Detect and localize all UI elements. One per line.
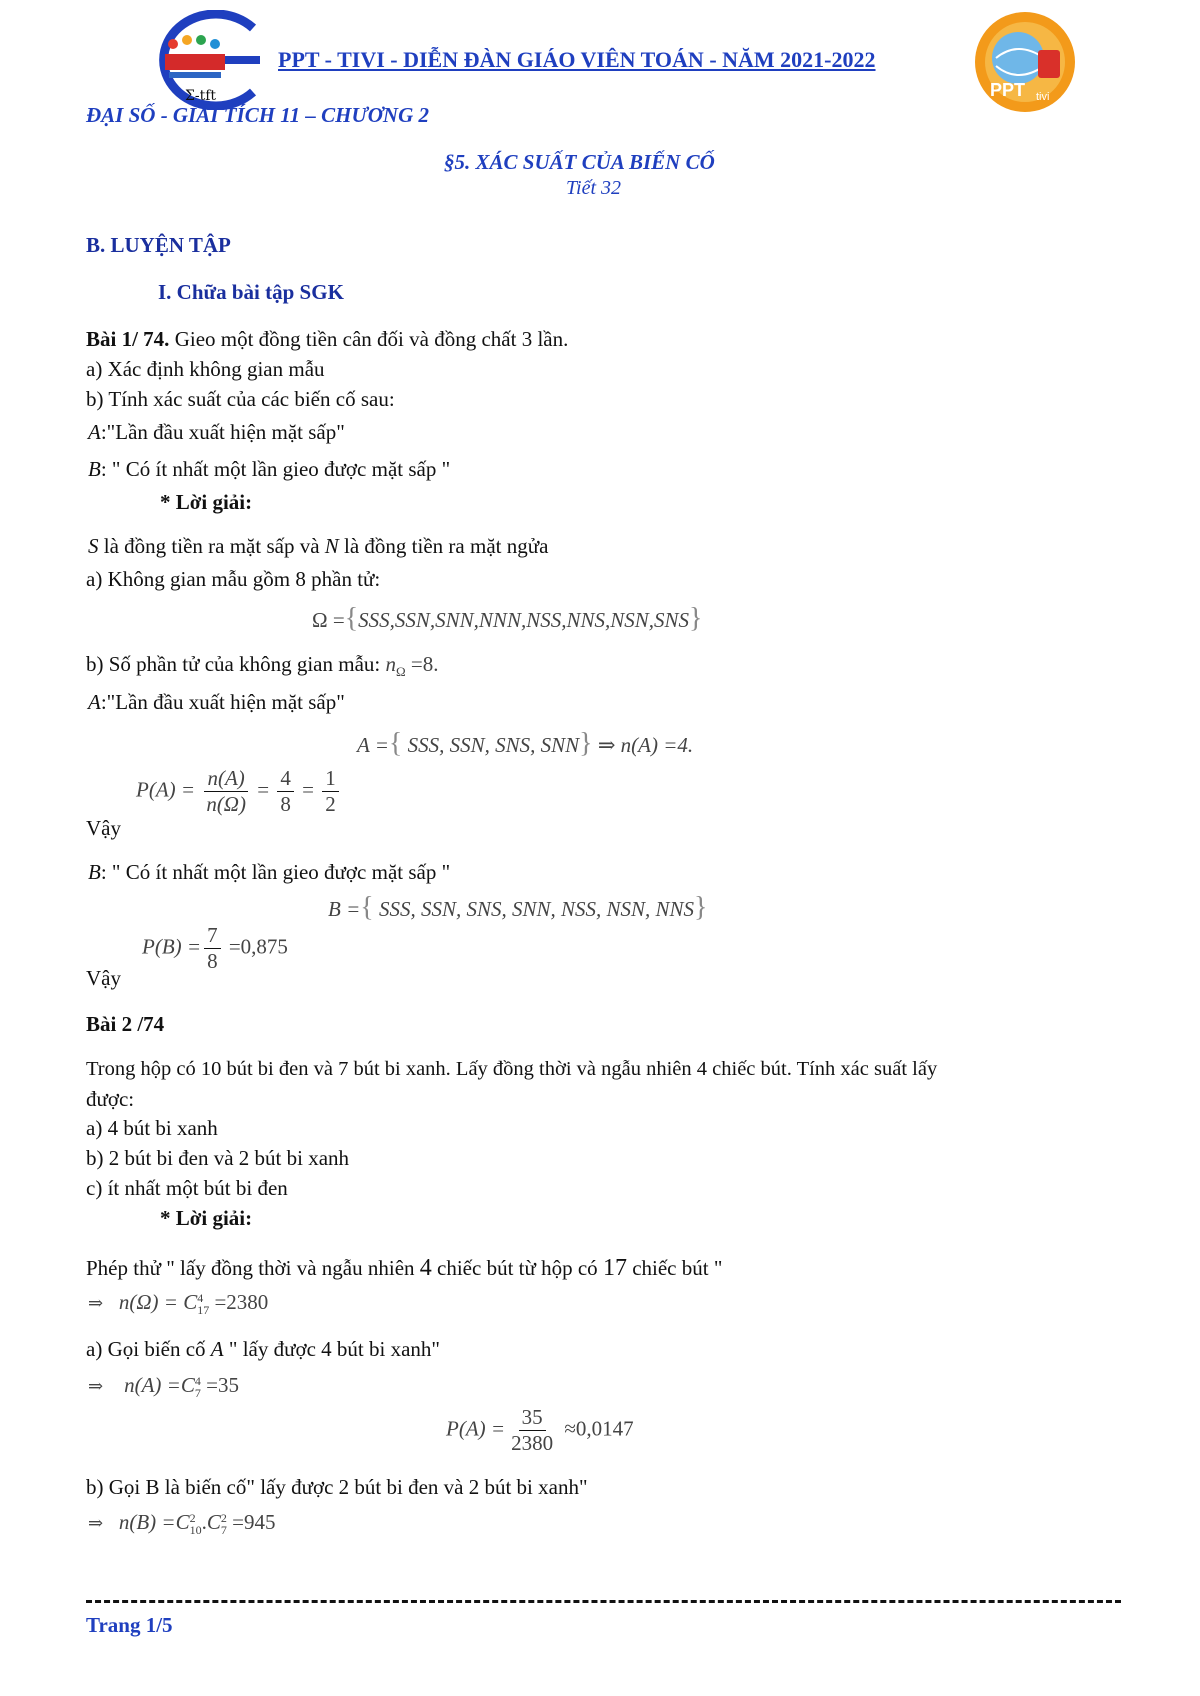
svg-text:Σ-tft: Σ-tft [185, 88, 217, 104]
a-set-lhs: A = [357, 733, 389, 757]
s-text-2: là đồng tiền ra mặt ngửa [338, 534, 549, 558]
pa-eq-1: = [252, 777, 275, 802]
implies-arrow-3: ⇒ [88, 1513, 104, 1533]
bai1-event-a-repeat [88, 690, 345, 714]
bai1-sol-a: a) Không gian mẫu gồm 8 phần tử: [86, 567, 381, 591]
omega-set: Ω ={SSS,SSN,SNN,NNN,NSS,NNS,NSN,SNS} [312, 603, 703, 634]
pa-eq-2: = [296, 777, 320, 802]
event-a-text-2: :"Lần đầu xuất hiện mặt sấp" [100, 690, 345, 714]
lesson-label: Tiết 32 [566, 177, 622, 199]
bai2-part-a: a) 4 bút bi xanh [86, 1116, 218, 1140]
nb-formula: ⇒ n(B) =C 2 10 .C 2 7 =945 [88, 1510, 276, 1538]
event-b-var: B [88, 457, 101, 481]
event-a-var-2: A [88, 690, 101, 714]
chapter-title: ĐẠI SỐ - GIẢI TÍCH 11 – CHƯƠNG 2 [86, 103, 429, 127]
phep-thu-text-3: chiếc bút " [626, 1256, 723, 1280]
right-logo [970, 10, 1080, 115]
omega-elements: SSS,SSN,SNN,NNN,NSS,NNS,NSN,SNS [358, 608, 689, 632]
b-set: B ={ SSS, SSN, SNS, SNN, NSS, NSN, NNS} [328, 892, 708, 923]
footer-divider [86, 1600, 1121, 1603]
bai2-part-b: b) 2 bút bi đen và 2 bút bi xanh [86, 1146, 350, 1170]
bai1-label: Bài 1/ 74. [86, 327, 170, 351]
omega-lhs: Ω = [312, 608, 345, 632]
sol-a-var: A [210, 1337, 224, 1361]
bai2-sol-b: b) Gọi B là biến cố" lấy được 2 bút bi đen và 2 bút bi xanh" [86, 1475, 588, 1499]
n-var: N [324, 534, 339, 558]
event-b-text-2: : " Có ít nhất một lần gieo được mặt sấp " [100, 860, 451, 884]
section-title: §5. XÁC SUẤT CỦA BIẾN CỐ [444, 150, 715, 174]
bai1-sol-b [86, 652, 439, 680]
s-var: S [88, 534, 99, 558]
a-set-rhs: ⇒ n(A) =4. [592, 733, 694, 757]
pa-formula [136, 766, 342, 817]
bai1-event-a [88, 420, 345, 444]
n-omega-rhs-2: =2380 [209, 1290, 269, 1314]
nb-rhs: =945 [226, 1510, 276, 1534]
bai2-statement-1: Trong hộp có 10 bút bi đen và 7 bút bi xanh. Lấy đồng thời và ngẫu nhiên 4 chiếc bút. Tính xác suất lấy [86, 1058, 938, 1080]
bai2-solution-label: * Lời giải: [160, 1206, 253, 1230]
implies-arrow-1: ⇒ [88, 1293, 104, 1313]
b-set-elements: SSS, SSN, SNS, SNN, NSS, NSN, NNS [373, 897, 695, 921]
bai1-solution-label: * Lời giải: [160, 490, 253, 514]
pa-frac-1: $\frac{n(A)}{n(\Omega)}$ [206, 766, 246, 817]
na-lhs: n(A) = [124, 1373, 181, 1397]
bai2-sol-a [86, 1337, 440, 1361]
implies-arrow-2: ⇒ [88, 1376, 104, 1396]
na-formula: ⇒ n(A) =C 4 7 =35 [88, 1373, 239, 1401]
n-omega-lhs: n(Ω) = [118, 1290, 184, 1314]
event-b-text: : " Có ít nhất một lần gieo được mặt sấp " [100, 457, 451, 481]
pa2-frac: $\frac{35}{2380}$ [511, 1405, 554, 1456]
event-b-var-2: B [88, 860, 101, 884]
phep-thu-text-1: Phép thử " lấy đồng thời và ngẫu nhiên [86, 1256, 420, 1280]
bai1-text: Gieo một đồng tiền cân đối và đồng chất 3 lần. [169, 327, 569, 351]
n-omega-sub: Ω [396, 664, 406, 680]
sol-a-text-2: " lấy được 4 bút bi xanh" [223, 1337, 440, 1361]
part-i-heading: I. Chữa bài tập SGK [158, 280, 344, 304]
bai1-event-b-repeat [88, 860, 450, 884]
bai2-label: Bài 2 /74 [86, 1012, 165, 1036]
page-number: Trang 1/5 [86, 1613, 173, 1637]
phep-thu-4: 4 [419, 1255, 432, 1281]
bai2-part-c: c) ít nhất một bút bi đen [86, 1176, 288, 1200]
phep-thu-text-2: chiếc bút từ hộp có [431, 1256, 603, 1280]
nb-c2: C [206, 1510, 221, 1534]
pa2-formula [446, 1405, 634, 1456]
pb-rhs: =0,875 [223, 934, 288, 959]
bai1-part-b: b) Tính xác suất của các biến cố sau: [86, 387, 395, 411]
nb-c1: C [175, 1510, 190, 1534]
pb-lhs: P(B) = [142, 934, 202, 959]
s-text-1: là đồng tiền ra mặt sấp và [98, 534, 325, 558]
b-set-lhs: B = [328, 897, 361, 921]
n-omega-formula: ⇒ n(Ω) = C 4 17 =2380 [88, 1290, 269, 1318]
a-set: A ={ SSS, SSN, SNS, SNN} ⇒ n(A) =4. [357, 728, 694, 759]
a-set-elements: SSS, SSN, SNS, SNN [402, 733, 580, 757]
header-title: PPT - TIVI - DIỄN ĐÀN GIÁO VIÊN TOÁN - NĂM 2021-2022 [278, 47, 876, 72]
na-rhs: =35 [200, 1373, 239, 1397]
pa2-rhs: ≈0,0147 [559, 1416, 634, 1441]
right-logo-text: PPT [990, 80, 1026, 100]
sol-a-text-1: a) Gọi biến cố [86, 1337, 211, 1361]
pa-lhs: P(A) = [136, 777, 196, 802]
left-logo [135, 10, 265, 110]
pa-frac-2: $\frac{4}{8}$ [277, 766, 294, 817]
sol-b-text: b) Số phần tử của không gian mẫu: [86, 652, 386, 676]
vay-1: Vậy [86, 816, 121, 840]
bai2-phep-thu [86, 1255, 722, 1283]
part-b-heading: B. LUYỆN TẬP [86, 233, 231, 257]
vay-2: Vậy [86, 966, 121, 990]
pb-formula [142, 923, 288, 974]
bai1-event-b [88, 457, 450, 481]
na-c: C [180, 1373, 195, 1397]
bai1-sn-definition [88, 534, 548, 558]
phep-thu-17: 17 [602, 1255, 627, 1281]
pa2-lhs: P(A) = [446, 1416, 506, 1441]
bai1-statement [86, 327, 568, 351]
pb-frac: $\frac{7}{8}$ [204, 923, 221, 974]
bai1-part-a: a) Xác định không gian mẫu [86, 357, 325, 381]
n-omega-n: n [385, 652, 396, 676]
n-omega-rhs: =8. [405, 652, 439, 676]
nb-dot: . [201, 1510, 207, 1534]
bai2-statement-2: được: [86, 1087, 135, 1111]
n-omega-c: C [183, 1290, 198, 1314]
pa-frac-3: $\frac{1}{2}$ [322, 766, 339, 817]
right-logo-sub: tivi [1036, 91, 1050, 103]
event-a-text: :"Lần đầu xuất hiện mặt sấp" [100, 420, 345, 444]
event-a-var: A [88, 420, 101, 444]
nb-lhs: n(B) = [118, 1510, 176, 1534]
